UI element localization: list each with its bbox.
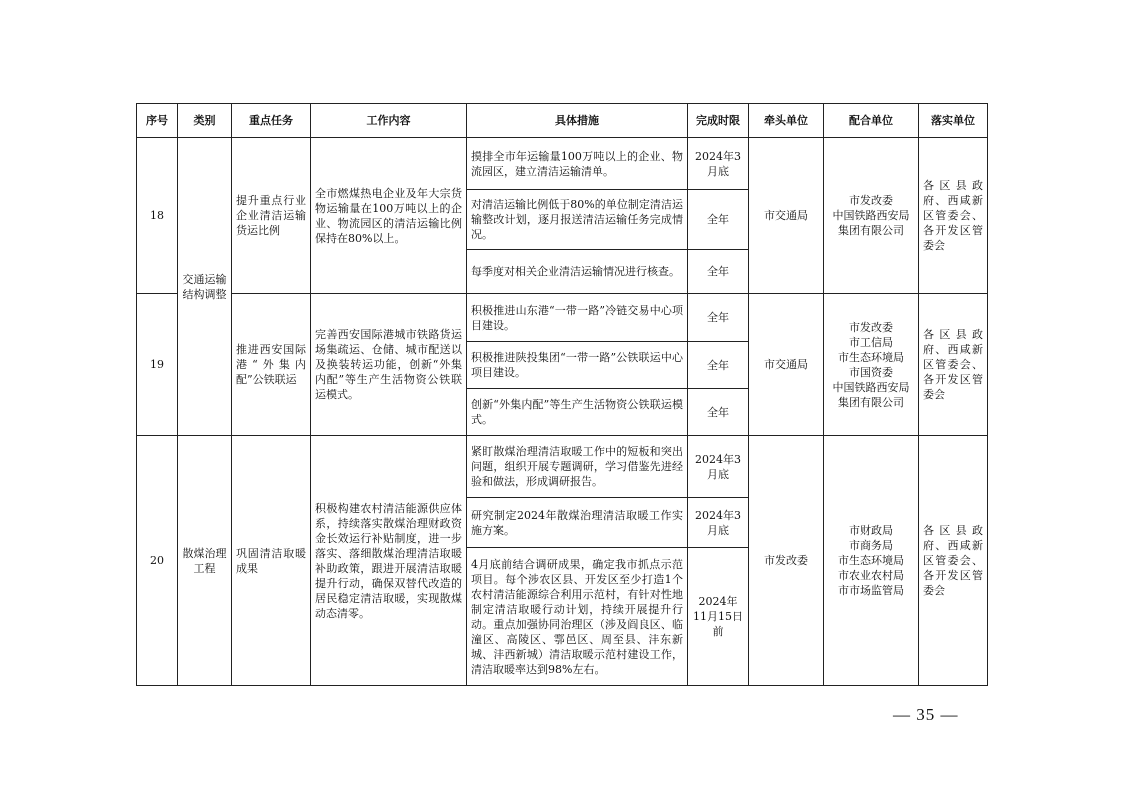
measure-cell: 每季度对相关企业清洁运输情况进行核查。: [467, 250, 688, 294]
header-row: [137, 104, 988, 138]
table-row: [137, 294, 988, 342]
content-cell: 全市燃煤热电企业及年大宗货物运输量在100万吨以上的企业、物流园区的清洁运输比例保持在80%以上。: [311, 138, 467, 294]
deadline-cell: 2024年3月底: [688, 498, 749, 548]
support-unit-cell: 市发改委 中国铁路西安局集团有限公司: [824, 138, 919, 294]
lead-unit-cell: 市交通局: [749, 138, 824, 294]
support-unit-cell: 市财政局 市商务局 市生态环境局 市农业农村局 市市场监管局: [824, 436, 919, 686]
task-cell: 提升重点行业企业清洁运输货运比例: [232, 138, 311, 294]
measure-cell: 4月底前结合调研成果，确定我市抓点示范项目。每个涉农区县、开发区至少打造1个农村清洁能源综合利用示范村，有针对性地制定清洁取暖行动计划，持续开展提升行动。重点加强协同治理区（涉及阎良区、临潼区、高陵区、鄠邑区、周至县、沣东新城、沣西新城）清洁取暖示范村建设工作，清洁取暖率达到98%左右。: [467, 548, 688, 686]
measure-cell: 对清洁运输比例低于80%的单位制定清洁运输整改计划，逐月报送清洁运输任务完成情况。: [467, 190, 688, 250]
header-cell: 序号: [137, 104, 178, 138]
deadline-cell: 全年: [688, 294, 749, 342]
implement-unit-cell: 各区县政府、西咸新区管委会、各开发区管委会: [919, 294, 988, 436]
row-number: 20: [137, 436, 178, 686]
measure-cell: 研究制定2024年散煤治理清洁取暖工作实施方案。: [467, 498, 688, 548]
measure-cell: 紧盯散煤治理清洁取暖工作中的短板和突出问题，组织开展专题调研，学习借鉴先进经验和做法，形成调研报告。: [467, 436, 688, 498]
header-cell: 落实单位: [919, 104, 988, 138]
support-unit-cell: 市发改委 市工信局 市生态环境局 市国资委 中国铁路西安局集团有限公司: [824, 294, 919, 436]
table-row: [137, 138, 988, 190]
header-cell: 重点任务: [232, 104, 311, 138]
deadline-cell: 2024年11月15日前: [688, 548, 749, 686]
implement-unit-cell: 各区县政府、西咸新区管委会、各开发区管委会: [919, 138, 988, 294]
content-cell: 完善西安国际港城市铁路货运场集疏运、仓储、城市配送以及换装转运功能，创新“外集内配”等生产生活物资公铁联运模式。: [311, 294, 467, 436]
header-cell: 具体措施: [467, 104, 688, 138]
task-cell: 推进西安国际港“外集内配”公铁联运: [232, 294, 311, 436]
measure-cell: 积极推进陕投集团“一带一路”公铁联运中心项目建设。: [467, 342, 688, 389]
category-cell: 交通运输结构调整: [178, 138, 232, 436]
measure-cell: 积极推进山东港“一带一路”冷链交易中心项目建设。: [467, 294, 688, 342]
deadline-cell: 全年: [688, 250, 749, 294]
deadline-cell: 全年: [688, 389, 749, 436]
row-number: 19: [137, 294, 178, 436]
header-cell: 完成时限: [688, 104, 749, 138]
deadline-cell: 2024年3月底: [688, 436, 749, 498]
deadline-cell: 2024年3月底: [688, 138, 749, 190]
row-number: 18: [137, 138, 178, 294]
deadline-cell: 全年: [688, 190, 749, 250]
measure-cell: 创新“外集内配”等生产生活物资公铁联运模式。: [467, 389, 688, 436]
lead-unit-cell: 市交通局: [749, 294, 824, 436]
table-row: [137, 436, 988, 498]
header-cell: 牵头单位: [749, 104, 824, 138]
lead-unit-cell: 市发改委: [749, 436, 824, 686]
header-cell: 工作内容: [311, 104, 467, 138]
page-number: — 35 —: [893, 705, 959, 724]
task-table: [136, 103, 988, 686]
measure-cell: 摸排全市年运输量100万吨以上的企业、物流园区，建立清洁运输清单。: [467, 138, 688, 190]
header-cell: 类别: [178, 104, 232, 138]
category-cell: 散煤治理工程: [178, 436, 232, 686]
implement-unit-cell: 各区县政府、西咸新区管委会、各开发区管委会: [919, 436, 988, 686]
deadline-cell: 全年: [688, 342, 749, 389]
content-cell: 积极构建农村清洁能源供应体系，持续落实散煤治理财政资金长效运行补贴制度，进一步落实、落细散煤治理清洁取暖补助政策，跟进开展清洁取暖提升行动，确保双替代改造的居民稳定清洁取暖，实现散煤动态清零。: [311, 436, 467, 686]
header-cell: 配合单位: [824, 104, 919, 138]
task-cell: 巩固清洁取暖成果: [232, 436, 311, 686]
